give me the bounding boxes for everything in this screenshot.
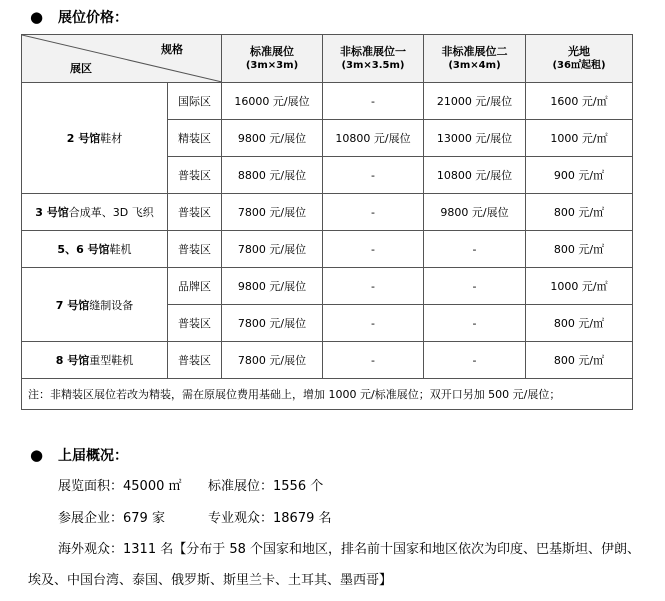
price-cell: - [323, 231, 424, 268]
stats-line-1 [58, 478, 323, 496]
hall-cell: 2 号馆鞋材 [22, 83, 168, 194]
price-cell: - [323, 194, 424, 231]
price-cell: - [323, 305, 424, 342]
price-cell: 9800 元/展位 [222, 120, 323, 157]
table-header-row [22, 35, 633, 83]
note-row [22, 379, 633, 410]
price-cell: - [424, 231, 526, 268]
hall-cell: 3 号馆合成革、3D 飞织 [22, 194, 168, 231]
hall-cell: 5、6 号馆鞋机 [22, 231, 168, 268]
header-raw-space: 光地 (36㎡起租) [526, 35, 633, 83]
price-cell: 800 元/㎡ [526, 194, 633, 231]
price-cell: 900 元/㎡ [526, 157, 633, 194]
bullet-icon: ● [30, 8, 44, 26]
price-cell: 1000 元/㎡ [526, 268, 633, 305]
price-cell: - [424, 305, 526, 342]
price-cell: - [424, 342, 526, 379]
zone-cell: 普装区 [168, 305, 222, 342]
price-cell: 7800 元/展位 [222, 305, 323, 342]
price-cell: 1000 元/㎡ [526, 120, 633, 157]
header-standard-booth: 标准展位 (3m×3m) [222, 35, 323, 83]
price-cell: - [424, 268, 526, 305]
table-row [22, 83, 633, 120]
price-cell: 7800 元/展位 [222, 342, 323, 379]
header-nonstandard-booth-1: 非标准展位一 (3m×3.5m) [323, 35, 424, 83]
table-row [22, 194, 633, 231]
price-cell: 9800 元/展位 [222, 268, 323, 305]
price-cell: - [323, 157, 424, 194]
price-cell: 16000 元/展位 [222, 83, 323, 120]
price-cell: 800 元/㎡ [526, 305, 633, 342]
diagonal-line [22, 35, 222, 82]
corner-header [22, 35, 222, 83]
standard-booth-count: 标准展位：1556 个 [208, 479, 324, 494]
stats-line-2 [58, 510, 332, 528]
overseas-visitors-line-2: 埃及、中国台湾、泰国、俄罗斯、斯里兰卡、土耳其、墨西哥】 [28, 573, 393, 588]
corner-label-zone: 展区 [70, 62, 92, 75]
exhibition-area: 展览面积：45000 ㎡ [58, 479, 182, 494]
price-cell: - [323, 268, 424, 305]
note-text: 注：非精装区展位若改为精装，需在原展位费用基础上，增加 1000 元/标准展位；双开口另加 500 元/展位； [22, 379, 633, 410]
section-title-booth-price: 展位价格： [58, 10, 128, 26]
table-row [22, 342, 633, 379]
price-cell: 7800 元/展位 [222, 194, 323, 231]
price-cell: 10800 元/展位 [424, 157, 526, 194]
header-nonstandard-booth-2: 非标准展位二 (3m×4m) [424, 35, 526, 83]
table-row [22, 268, 633, 305]
corner-label-spec: 规格 [161, 43, 183, 56]
price-cell: - [323, 83, 424, 120]
zone-cell: 普装区 [168, 231, 222, 268]
price-cell: 800 元/㎡ [526, 342, 633, 379]
zone-cell: 普装区 [168, 157, 222, 194]
zone-cell: 普装区 [168, 342, 222, 379]
price-cell: 800 元/㎡ [526, 231, 633, 268]
section-title-last-session: 上届概况： [58, 448, 128, 464]
exhibitor-count: 参展企业：679 家 [58, 511, 165, 526]
price-cell: 9800 元/展位 [424, 194, 526, 231]
price-cell: 21000 元/展位 [424, 83, 526, 120]
overseas-visitors-line-1: 海外观众：1311 名【分布于 58 个国家和地区，排名前十国家和地区依次为印度、巴基斯坦、伊朗、 [58, 542, 641, 557]
bullet-icon: ● [30, 446, 44, 464]
price-cell: 13000 元/展位 [424, 120, 526, 157]
visitor-count: 专业观众：18679 名 [208, 511, 332, 526]
zone-cell: 精装区 [168, 120, 222, 157]
zone-cell: 国际区 [168, 83, 222, 120]
hall-cell: 7 号馆缝制设备 [22, 268, 168, 342]
price-cell: 7800 元/展位 [222, 231, 323, 268]
zone-cell: 品牌区 [168, 268, 222, 305]
hall-cell: 8 号馆重型鞋机 [22, 342, 168, 379]
zone-cell: 普装区 [168, 194, 222, 231]
price-cell: - [323, 342, 424, 379]
table-row [22, 231, 633, 268]
price-cell: 10800 元/展位 [323, 120, 424, 157]
price-cell: 1600 元/㎡ [526, 83, 633, 120]
price-table [21, 34, 633, 410]
price-cell: 8800 元/展位 [222, 157, 323, 194]
